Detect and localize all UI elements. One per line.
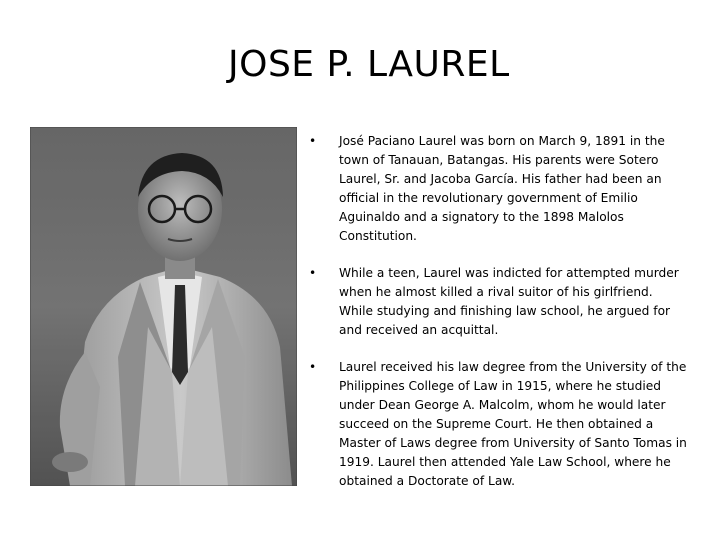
portrait-photo-icon <box>30 127 297 486</box>
bullet-list <box>309 132 689 491</box>
bullet-marker: • <box>309 266 317 280</box>
bullet-text: While a teen, Laurel was indicted for attempted murder when he almost killed a rival suitor of his girlfriend. While studying and finishing law school, he argued for and received an acquittal. <box>339 266 679 337</box>
bullet-text: José Paciano Laurel was born on March 9, 1891 in the town of Tanauan, Batangas. His parents were Sotero Laurel, Sr. and Jacoba García. His father had been an official in the revolutionary government of Emilio Aguinaldo and a signatory to the 1898 Malolos Constitution. <box>339 134 665 243</box>
bullet-marker: • <box>309 134 317 148</box>
bullet-item <box>309 132 689 246</box>
bullet-text: Laurel received his law degree from the University of the Philippines College of Law in 1915, where he studied under Dean George A. Malcolm, whom he would later succeed on the Supreme Court. He then obtained a Master of Laws degree from University of Santo Tomas in 1919. Laurel then attended Yale Law School, where he obtained a Doctorate of Law. <box>339 360 687 488</box>
bullet-item <box>309 264 689 340</box>
bullet-item <box>309 358 689 491</box>
portrait-photo <box>30 127 297 486</box>
bullet-marker: • <box>309 360 317 374</box>
slide-title: JOSE P. LAUREL <box>228 44 510 85</box>
